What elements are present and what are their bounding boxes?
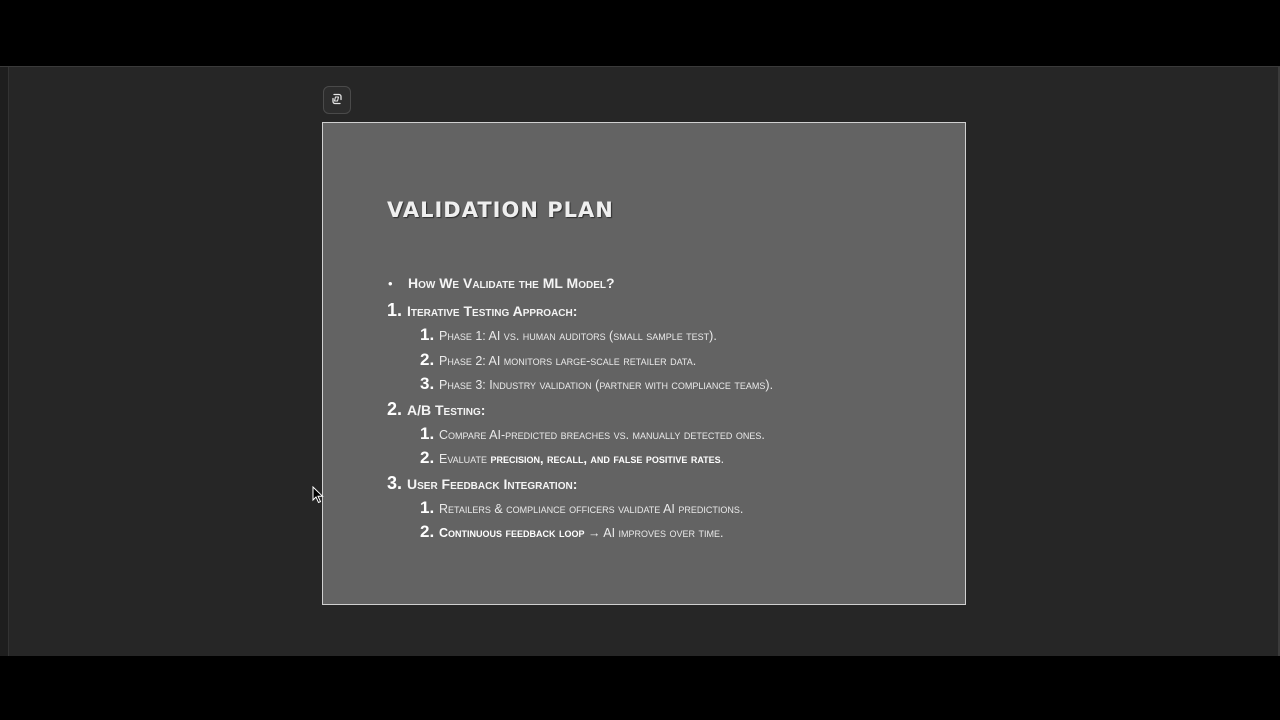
item-text — [439, 452, 724, 466]
slide-canvas[interactable] — [322, 122, 966, 605]
left-edge-rail — [0, 67, 9, 656]
item-text: Phase 2: AI monitors large-scale retailer data. — [439, 353, 697, 368]
copilot-button[interactable] — [323, 86, 351, 114]
list-item — [387, 350, 947, 375]
slide-title: VALIDATION PLAN — [387, 198, 614, 222]
section-number: 1. — [387, 300, 403, 320]
list-item — [387, 522, 947, 547]
list-item — [387, 424, 947, 449]
intro-bullet — [387, 275, 947, 300]
bullet-marker: • — [388, 276, 393, 291]
slide-body — [387, 275, 947, 547]
section-heading — [387, 399, 947, 424]
list-item — [387, 325, 947, 350]
section-heading — [387, 300, 947, 325]
mouse-pointer-icon — [312, 486, 324, 504]
item-text: Retailers & compliance officers validate AI predictions. — [439, 501, 744, 516]
section-heading — [387, 473, 947, 498]
item-number: 1. — [420, 423, 435, 443]
copilot-icon — [330, 91, 344, 110]
item-text: Phase 1: AI vs. human auditors (small sample test). — [439, 329, 717, 343]
item-number: 2. — [420, 522, 435, 541]
item-number: 2. — [420, 349, 435, 369]
item-number: 1. — [420, 325, 435, 344]
section-number: 3. — [387, 472, 403, 493]
list-item — [387, 448, 947, 473]
intro-text: How We Validate the ML Model? — [408, 275, 615, 291]
item-text-suffix: . — [720, 452, 725, 466]
item-number: 1. — [420, 497, 435, 517]
section-heading-text: Iterative Testing Approach: — [407, 303, 578, 319]
item-text-suffix: → AI improves over time. — [584, 526, 724, 540]
list-item — [387, 374, 947, 399]
item-text-bold: precision, recall, and false positive rates — [490, 452, 721, 466]
section-number: 2. — [387, 398, 403, 419]
item-text: Compare AI-predicted breaches vs. manually detected ones. — [439, 427, 765, 442]
section-heading-text: User Feedback Integration: — [407, 475, 578, 492]
item-text: Phase 3: Industry validation (partner with compliance teams). — [439, 378, 774, 392]
item-number: 2. — [420, 448, 435, 467]
item-text-prefix: Evaluate — [439, 452, 491, 466]
item-text-bold: Continuous feedback loop — [439, 526, 585, 540]
item-text — [439, 526, 723, 540]
list-item — [387, 498, 947, 523]
item-number: 3. — [420, 374, 435, 393]
section-heading-text: A/B Testing: — [407, 401, 486, 418]
